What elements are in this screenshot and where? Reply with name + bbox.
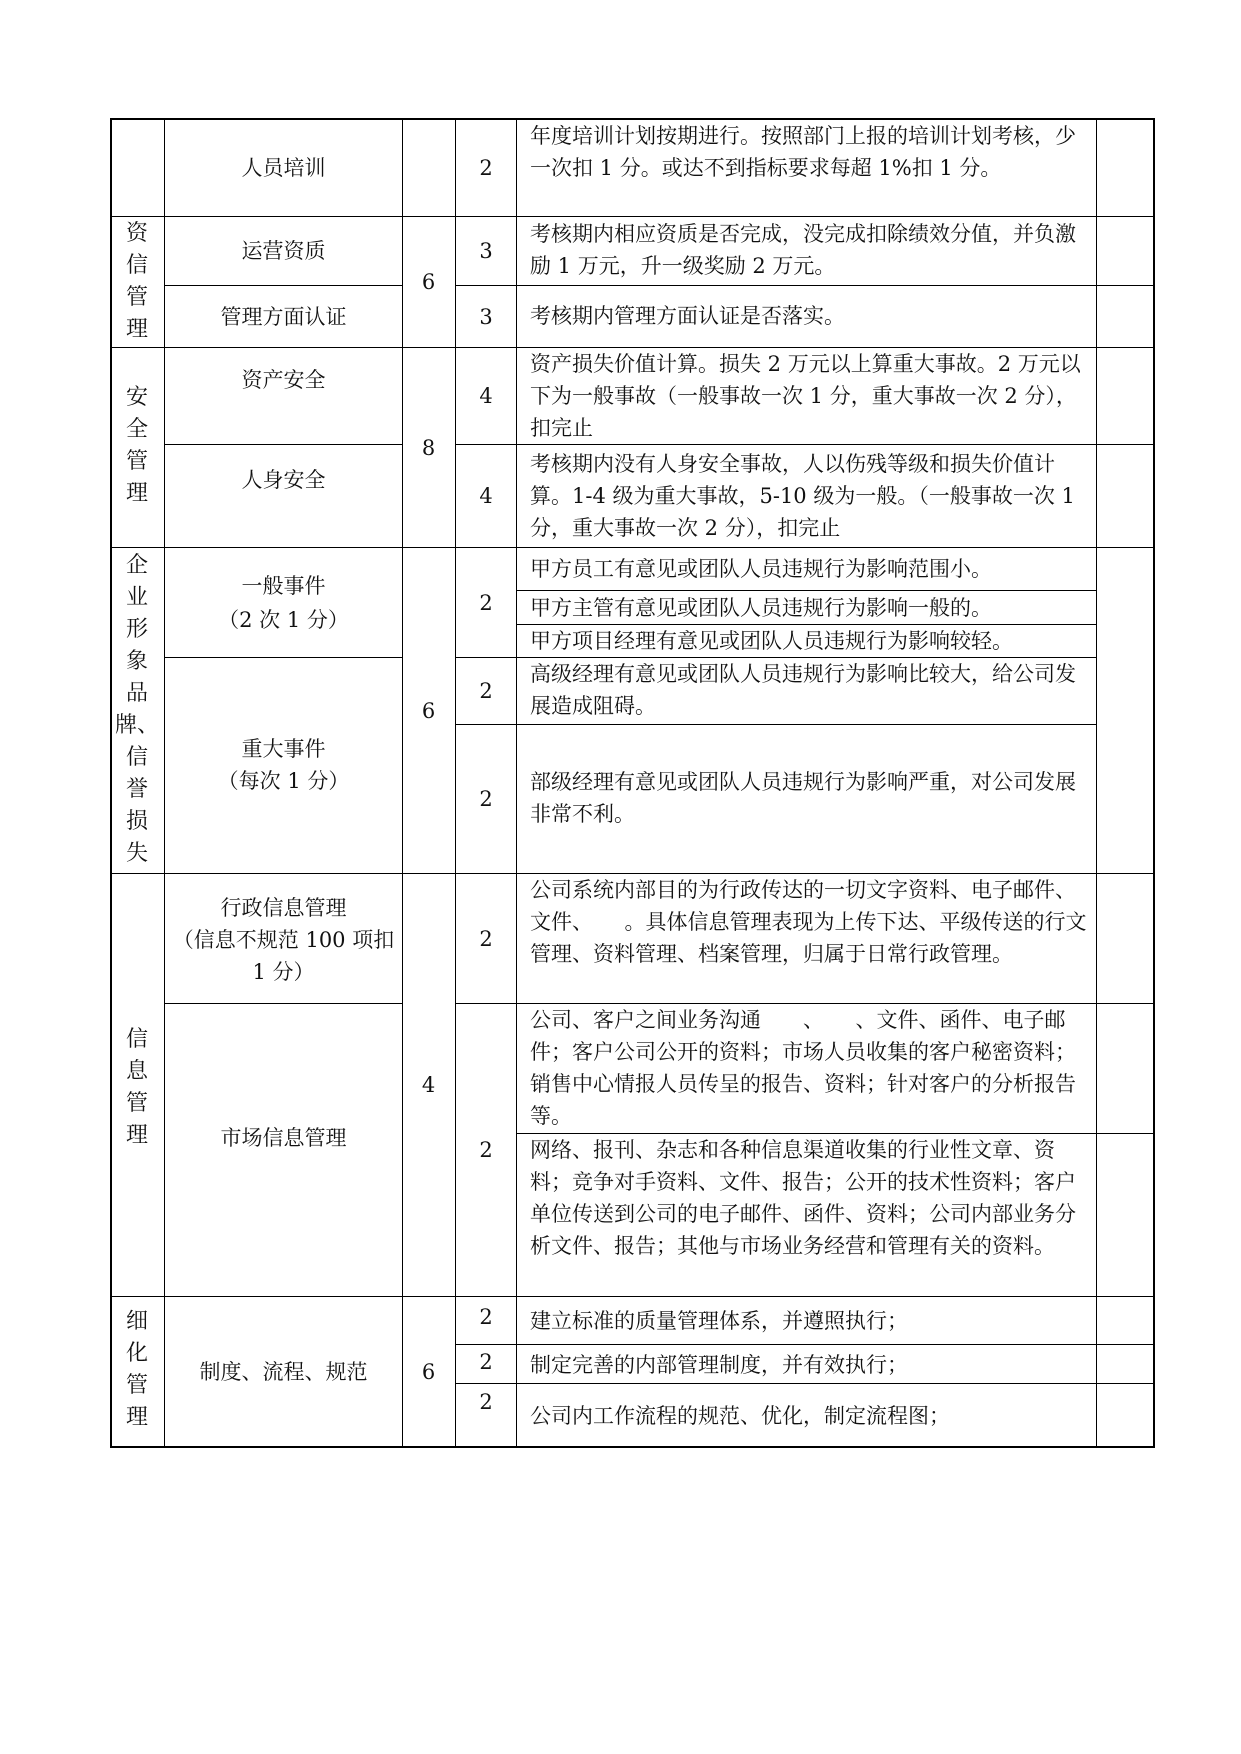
item-criteria: 甲方项目经理有意见或团队人员违规行为影响较轻。 (530, 629, 1013, 653)
item-name: 运营资质 (241, 239, 326, 263)
item-criteria: 公司内工作流程的规范、优化，制定流程图； (530, 1404, 950, 1428)
category-label: 信 息 管 理 (125, 1027, 148, 1148)
item-score: 3 (479, 239, 493, 263)
row-divider (455, 724, 1096, 725)
category-label: 安 全 管 理 (125, 385, 148, 506)
item-criteria: 制定完善的内部管理制度，并有效执行； (530, 1353, 908, 1377)
item-score: 2 (479, 787, 493, 811)
table-border-bottom (110, 1446, 1155, 1448)
item-criteria: 年度培训计划按期进行。按照部门上报的培训计划考核，少一次扣 1 分。或达不到指标要求每超 1%扣 1 分。 (530, 124, 1076, 180)
item-criteria: 建立标准的质量管理体系，并遵照执行； (530, 1309, 908, 1333)
item-criteria: 网络、报刊、杂志和各种信息渠道收集的行业性文章、资料；竞争对手资料、文件、报告；公开的技术性资料；客户单位传送到公司的电子邮件、函件、资料；公司内部业务分析文件、报告；其他与市场业务经营和管理有关的资料。 (530, 1138, 1076, 1258)
item-name: 市场信息管理 (220, 1126, 347, 1150)
row-divider (110, 547, 1155, 548)
item-name: 重大事件 (241, 737, 326, 761)
item-name: 制度、流程、规范 (199, 1359, 368, 1384)
category-score: 6 (421, 270, 436, 294)
item-score: 2 (479, 590, 493, 615)
item-score: 2 (479, 1350, 493, 1374)
category-label: 企 业 形 象 品 牌、 信 誉 损 失 (114, 553, 159, 866)
row-divider (455, 1383, 1155, 1384)
col-divider (1096, 118, 1097, 1448)
item-name: 人员培训 (241, 156, 326, 180)
item-score: 2 (479, 1305, 493, 1329)
category-label: 资 信 管 理 (125, 221, 148, 342)
category-label: 细 化 管 理 (125, 1309, 148, 1430)
item-score: 4 (479, 484, 493, 508)
item-name: 资产安全 (241, 368, 326, 392)
item-name: 管理方面认证 (220, 304, 347, 329)
item-score: 2 (479, 1138, 493, 1162)
category-score: 6 (421, 1359, 436, 1384)
item-criteria: 考核期内相应资质是否完成，没完成扣除绩效分值，并负激励 1 万元，升一级奖励 2 万元。 (530, 222, 1076, 278)
category-score: 6 (421, 698, 436, 723)
item-note: （每次 1 分） (217, 769, 350, 793)
item-score: 3 (479, 304, 493, 329)
item-name: 一般事件 (241, 574, 326, 598)
item-score: 2 (479, 926, 493, 951)
item-name: 行政信息管理 (220, 896, 347, 920)
item-score: 2 (479, 156, 493, 180)
item-score: 2 (479, 1390, 493, 1414)
item-criteria: 考核期内没有人身安全事故，人以伤残等级和损失价值计算。1-4 级为重大事故，5-10 级为一般。（一般事故一次 1 分，重大事故一次 2 分），扣完止 (530, 452, 1075, 540)
row-divider (516, 590, 1096, 591)
col-divider (516, 118, 517, 1448)
item-note: （2 次 1 分） (218, 608, 349, 632)
item-criteria: 公司系统内部目的为行政传达的一切文字资料、电子邮件、文件、 。具体信息管理表现为上传下达、平级传送的行文管理、资料管理、档案管理，归属于日常行政管理。 (530, 878, 1087, 966)
item-name: 人身安全 (241, 468, 326, 492)
item-criteria: 甲方主管有意见或团队人员违规行为影响一般的。 (530, 596, 992, 620)
item-criteria: 高级经理有意见或团队人员违规行为影响比较大，给公司发展造成阻碍。 (530, 662, 1076, 718)
row-divider (164, 657, 402, 658)
item-score: 2 (479, 679, 493, 703)
row-divider (455, 444, 1155, 445)
row-divider (455, 1344, 1155, 1345)
item-criteria: 资产损失价值计算。损失 2 万元以上算重大事故。2 万元以下为一般事故（一般事故一次 1 分，重大事故一次 2 分），扣完止 (530, 352, 1081, 440)
table-border-right (1153, 118, 1155, 1448)
item-score: 4 (479, 384, 493, 408)
item-note: （信息不规范 100 项扣 1 分） (172, 928, 395, 984)
item-criteria: 公司、客户之间业务沟通 、 、文件、函件、电子邮件；客户公司公开的资料；市场人员收集的客户秘密资料；销售中心情报人员传呈的报告、资料；针对客户的分析报告等。 (530, 1008, 1076, 1128)
item-criteria: 部级经理有意见或团队人员违规行为影响严重，对公司发展非常不利。 (530, 770, 1076, 826)
row-divider (455, 285, 1155, 286)
item-criteria: 考核期内管理方面认证是否落实。 (530, 304, 845, 328)
category-score: 4 (421, 1073, 436, 1097)
item-criteria: 甲方员工有意见或团队人员违规行为影响范围小。 (530, 557, 992, 581)
category-score: 8 (421, 435, 436, 460)
